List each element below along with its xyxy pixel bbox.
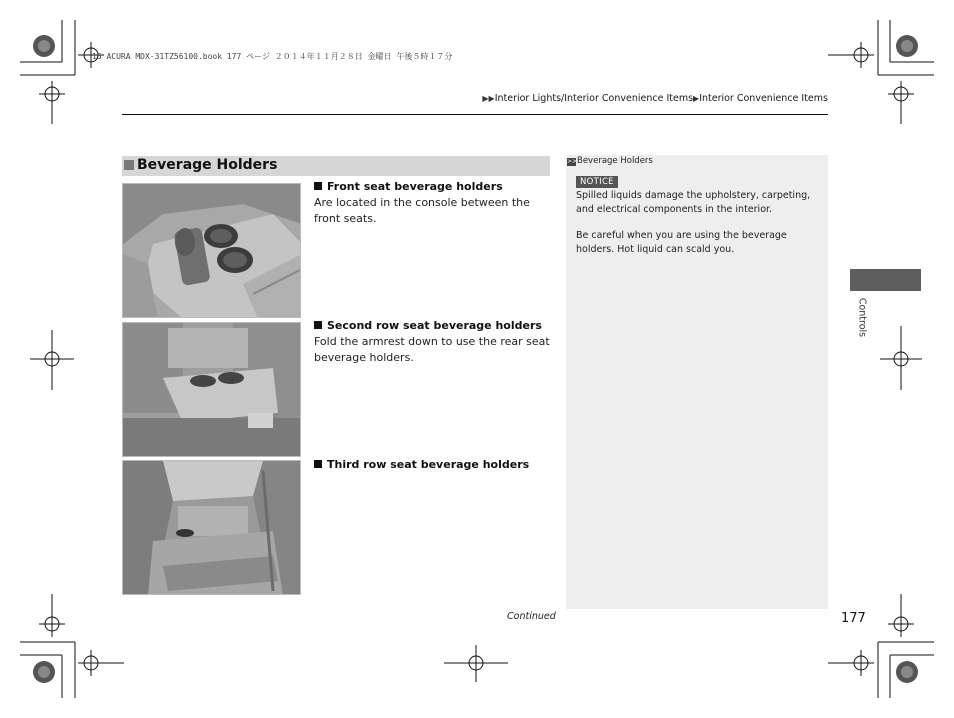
subsection-second-row-heading: Second row seat beverage holders: [314, 319, 542, 332]
breadcrumb-item-convenience[interactable]: Interior Convenience Items: [699, 93, 828, 104]
caution-text: Be careful when you are using the beverage holders. Hot liquid can scald you.: [576, 230, 787, 255]
section-title: Beverage Holders: [137, 157, 278, 173]
print-header: 15 ACURA MDX-31TZ56100.book 177 ページ ２０１４年１１月２８日 金曜日 午後５時１７分: [92, 52, 453, 61]
subsection-front-heading: Front seat beverage holders: [314, 180, 503, 193]
front-console-cupholder-photo: [122, 183, 301, 318]
subsection-front-text: Are located in the console between the front seats.: [314, 196, 530, 225]
notice-text: Spilled liquids damage the upholstery, carpeting, and electrical components in the interior.: [576, 190, 811, 215]
heading-square-icon: [314, 182, 322, 190]
page-number: 177: [841, 611, 866, 626]
section-header: [122, 156, 550, 176]
header-rule: [122, 114, 828, 115]
continued-label: Continued: [507, 611, 556, 622]
section-square-icon: [124, 160, 134, 170]
chapter-tab-label: Controls: [856, 297, 868, 338]
sidebar-notes: [566, 155, 828, 609]
notice-badge: NOTICE: [576, 176, 618, 188]
breadcrumb-item-interior-lights[interactable]: Interior Lights/Interior Convenience Items: [494, 93, 694, 104]
chapter-tab[interactable]: [850, 269, 921, 291]
breadcrumb: [482, 93, 828, 104]
reference-arrow-icon: >>: [567, 158, 578, 165]
breadcrumb-arrows: ▶▶: [482, 94, 495, 103]
heading-square-icon: [314, 460, 322, 468]
rear-armrest-cupholder-photo: [122, 322, 301, 457]
subsection-second-row-text: Fold the armrest down to use the rear seat beverage holders.: [314, 335, 550, 364]
third-row-cupholder-photo: [122, 460, 301, 595]
breadcrumb-separator: ▶: [693, 94, 700, 103]
subsection-third-row-heading: Third row seat beverage holders: [314, 458, 529, 471]
heading-square-icon: [314, 321, 322, 329]
sidebar-reference[interactable]: >>Beverage Holders: [567, 156, 653, 166]
